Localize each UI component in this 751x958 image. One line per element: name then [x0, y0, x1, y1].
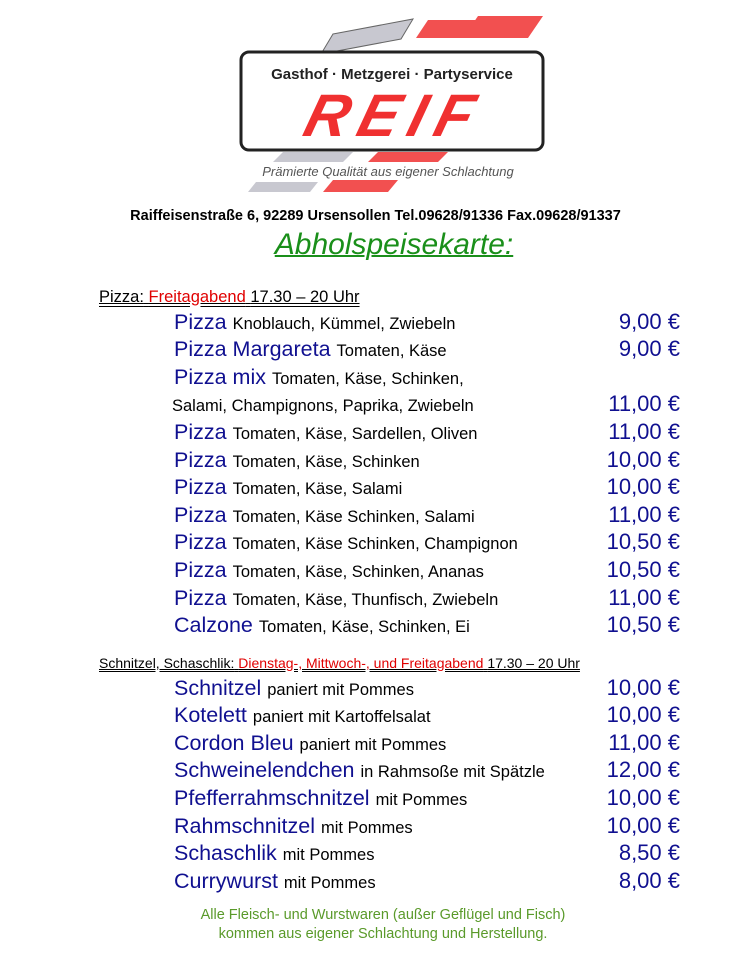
- section-days: Freitagabend: [148, 288, 246, 306]
- item-name: Pizza Margareta: [174, 337, 331, 362]
- item-price: 9,00 €: [618, 336, 680, 362]
- item-price: 11,00 €: [608, 391, 680, 417]
- menu-item: [174, 701, 680, 729]
- menu-item: [174, 473, 680, 501]
- menu-item: [174, 417, 680, 445]
- menu-item: [174, 583, 680, 611]
- page-title: Abholspeisekarte:: [274, 228, 514, 261]
- item-price: 11,00 €: [608, 584, 680, 610]
- item-description: paniert mit Kartoffelsalat: [252, 708, 431, 727]
- item-description: Tomaten, Käse, Thunfisch, Zwiebeln: [232, 590, 499, 609]
- item-name: Cordon Bleu: [174, 730, 294, 755]
- item-description: mit Pommes: [283, 873, 376, 892]
- item-description: mit Pommes: [321, 818, 413, 837]
- menu-item: [174, 866, 680, 894]
- footer-note: [0, 906, 751, 944]
- menu-item: [174, 811, 680, 839]
- item-price: 10,50 €: [606, 612, 680, 638]
- item-description: mit Pommes: [282, 846, 375, 865]
- item-description: Tomaten, Käse, Schinken,: [271, 369, 464, 388]
- item-name: Pizza: [174, 419, 227, 444]
- item-price: 10,00 €: [606, 702, 680, 728]
- item-price: 10,00 €: [606, 812, 680, 838]
- menu-item: [174, 783, 680, 811]
- item-name: Pizza: [174, 447, 227, 472]
- item-description: Tomaten, Käse Schinken, Champignon: [232, 535, 518, 554]
- item-description: paniert mit Pommes: [267, 680, 414, 699]
- item-name: Rahmschnitzel: [174, 813, 315, 838]
- item-description: paniert mit Pommes: [299, 735, 447, 754]
- item-name: Pizza: [174, 502, 227, 527]
- svg-text:REIF: REIF: [297, 81, 493, 149]
- pizza-list: [174, 307, 680, 638]
- item-name: Pizza: [174, 475, 227, 500]
- item-price: 10,00 €: [606, 784, 680, 810]
- footer-line: Alle Fleisch- und Wurstwaren (außer Geflügel und Fisch): [200, 907, 566, 923]
- menu-item: [174, 500, 680, 528]
- menu-item: [174, 335, 680, 363]
- menu-item: [174, 445, 680, 473]
- section-time: 17.30 – 20 Uhr: [487, 655, 580, 671]
- item-description: Tomaten, Käse: [336, 342, 447, 361]
- section-days: Dienstag-, Mittwoch-, und Freitagabend: [238, 655, 484, 671]
- item-description: Tomaten, Käse Schinken, Salami: [232, 507, 475, 526]
- section-label: Schnitzel, Schaschlik:: [99, 655, 235, 671]
- schnitzel-section-heading: [99, 655, 580, 671]
- item-name: Pizza mix: [174, 364, 266, 389]
- item-description: Tomaten, Käse, Schinken, Ananas: [232, 562, 484, 581]
- item-description: in Rahmsoße mit Spätzle: [360, 763, 545, 782]
- item-price: 8,50 €: [618, 840, 680, 866]
- svg-text:Prämierte Qualität aus eigener: Prämierte Qualität aus eigener Schlachtung: [262, 164, 514, 179]
- item-name: Pfefferrahmschnitzel: [174, 785, 370, 810]
- item-name: Schnitzel: [174, 675, 262, 700]
- item-name: Kotelett: [174, 703, 247, 728]
- address: Raiffeisenstraße 6, 92289 Ursensollen Tel.09628/91336 Fax.09628/91337: [130, 208, 621, 224]
- item-name: Pizza: [174, 585, 227, 610]
- item-description: Tomaten, Käse, Schinken, Ei: [258, 618, 470, 637]
- item-price: 10,00 €: [606, 446, 680, 472]
- section-label: Pizza:: [99, 288, 144, 306]
- pizza-section-heading: [99, 288, 360, 307]
- menu-item: [174, 673, 680, 701]
- item-name: Calzone: [174, 613, 253, 638]
- schnitzel-list: [174, 673, 680, 894]
- item-price: 12,00 €: [606, 757, 680, 783]
- menu-item: [174, 555, 680, 583]
- section-time: 17.30 – 20 Uhr: [250, 288, 360, 306]
- item-name: Schaschlik: [174, 841, 277, 866]
- item-name: Schweinelendchen: [174, 758, 355, 783]
- menu-item: [174, 362, 680, 390]
- item-price: 10,50 €: [606, 556, 680, 582]
- item-price: 10,00 €: [606, 674, 680, 700]
- reif-logo: [238, 14, 548, 192]
- item-price: 8,00 €: [618, 867, 680, 893]
- menu-item: [174, 728, 680, 756]
- menu-item: [174, 307, 680, 335]
- item-description: Knoblauch, Kümmel, Zwiebeln: [232, 314, 456, 333]
- item-description: Tomaten, Käse, Sardellen, Oliven: [232, 424, 478, 443]
- item-name: Pizza: [174, 530, 227, 555]
- item-name: Pizza: [174, 309, 227, 334]
- menu-item: [174, 756, 680, 784]
- item-price: 10,50 €: [606, 529, 680, 555]
- svg-text:Gasthof · Metzgerei · Partyser: Gasthof · Metzgerei · Partyservice: [271, 66, 513, 83]
- menu-item: [174, 528, 680, 556]
- item-name: Pizza: [174, 557, 227, 582]
- item-description: Tomaten, Käse, Salami: [232, 480, 403, 499]
- item-price: 11,00 €: [608, 501, 680, 527]
- menu-item-continued: [174, 390, 680, 418]
- item-description: Tomaten, Käse, Schinken: [232, 452, 420, 471]
- item-description: Salami, Champignons, Paprika, Zwiebeln: [172, 397, 474, 416]
- menu-item: [174, 839, 680, 867]
- item-price: 11,00 €: [608, 729, 680, 755]
- item-price: 10,00 €: [606, 474, 680, 500]
- item-description: mit Pommes: [375, 790, 468, 809]
- footer-line: kommen aus eigener Schlachtung und Herstellung.: [218, 926, 548, 942]
- menu-item: [174, 611, 680, 639]
- item-name: Currywurst: [174, 868, 278, 893]
- item-price: 9,00 €: [618, 308, 680, 334]
- item-price: 11,00 €: [608, 418, 680, 444]
